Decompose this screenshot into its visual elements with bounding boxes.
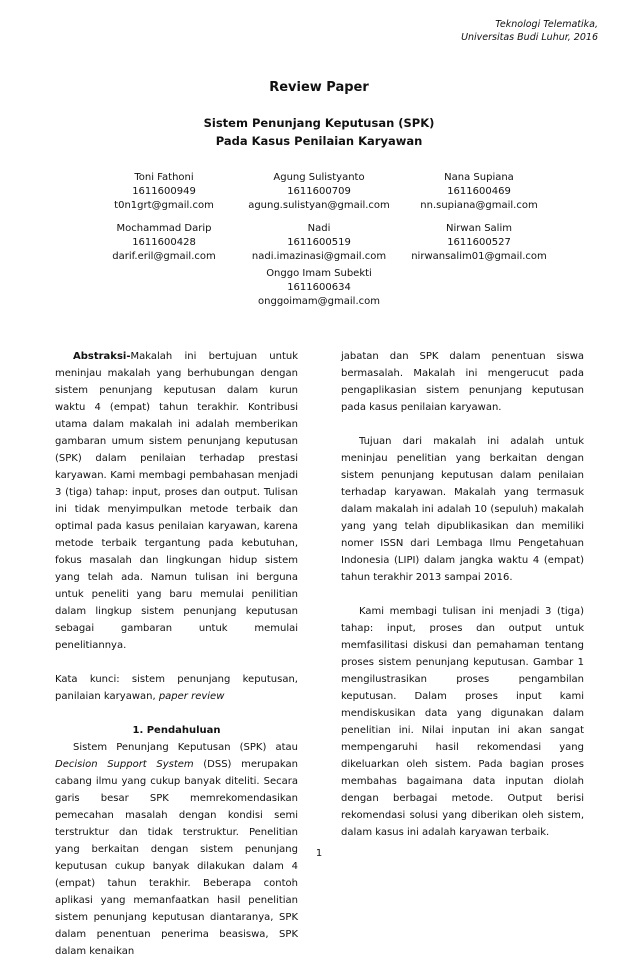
author-id: 1611600519 — [287, 237, 351, 248]
intro-rest: (DSS) merupakan cabang ilmu yang cukup banyak diteliti. Secara garis besar SPK memrekomendasikan pemecahan masalah dengan kondisi semi terstruktur dan tidak terstruktur. Penelitian yang berkaitan dengan sistem penunjang keputusan cukup banyak dilakukan dalam 4 (empat) tahun terakhir. Beberapa contoh aplikasi yang memanfaatkan hasil penelitian sistem penunjang keputusan diantaranya, SPK dalam penentuan penerima beasiswa, SPK dalam kenaikan — [55, 759, 298, 957]
keywords-text: Kata kunci: sistem penunjang keputusan, panilaian karyawan, — [55, 674, 298, 702]
running-header — [461, 18, 598, 44]
left-column — [55, 348, 298, 960]
review-label: Review Paper — [269, 80, 369, 95]
author-name: Mochammad Darip — [116, 223, 212, 234]
author-email: onggoimam@gmail.com — [258, 296, 380, 307]
header-line-1: Teknologi Telematika, — [495, 19, 598, 30]
author-name: Onggo Imam Subekti — [266, 268, 372, 279]
section-heading: 1. Pendahuluan — [132, 725, 221, 736]
author-id: 1611600469 — [447, 186, 511, 197]
paragraph: jabatan dan SPK dalam penentuan siswa bermasalah. Makalah ini mengerucut pada pengaplikasian sistem penunjang keputusan pada kasus penilaian karyawan. — [341, 351, 584, 413]
author-id: 1611600527 — [447, 237, 511, 248]
author-email: darif.eril@gmail.com — [112, 251, 216, 262]
keywords-italic: paper review — [158, 691, 225, 702]
intro-text: Sistem Penunjang Keputusan (SPK) atau — [73, 742, 298, 753]
author-id: 1611600949 — [132, 186, 196, 197]
title-line-1: Sistem Penunjang Keputusan (SPK) — [203, 116, 435, 130]
paragraph: Tujuan dari makalah ini adalah untuk meninjau penelitian yang berkaitan dengan sistem penunjang keputusan dalam penilaian terhadap karyawan. Makalah yang termasuk dalam makalah ini adalah 10 (sepuluh) makalah yang yang telah dipublikasikan dan memiliki nomer ISSN dari Lembaga Ilmu Pengetahuan Indonesia (LIPI) dalam jangka waktu 4 (empat) tahun terakhir 2013 sampai 2016. — [341, 436, 584, 583]
author-email: agung.sulistyan@gmail.com — [248, 200, 390, 211]
author-id: 1611600709 — [287, 186, 351, 197]
author-block — [379, 171, 579, 213]
author-email: t0n1grt@gmail.com — [114, 200, 214, 211]
author-email: nirwansalim01@gmail.com — [411, 251, 547, 262]
abstract-label: Abstraksi- — [73, 351, 131, 362]
paragraph: Kami membagi tulisan ini menjadi 3 (tiga) tahap: input, proses dan output untuk memfasilitasi diskusi dan pemahaman tentang proses sistem penunjang keputusan. Gambar 1 mengilustrasikan proses pengambilan keputusan. Dalam proses input kami mendiskusikan data yang digunakan dalam penelitian ini. Nilai inputan ini akan sangat mempengaruhi hasil rekomendasi yang dikeluarkan oleh sistem. Pada bagian proses membahas bagaimana data inputan diolah dengan berbagai metode. Output berisi rekomendasi solusi yang diberikan oleh sistem, dalam kasus ini adalah karyawan terbaik. — [341, 606, 584, 838]
author-id: 1611600428 — [132, 237, 196, 248]
paper-title — [0, 114, 638, 150]
abstract — [55, 348, 298, 654]
author-block — [219, 267, 419, 309]
author-name: Nadi — [307, 223, 331, 234]
page-number: 1 — [315, 848, 323, 859]
right-column — [341, 348, 584, 841]
author-name: Nirwan Salim — [446, 223, 512, 234]
author-name: Agung Sulistyanto — [273, 172, 365, 183]
header-line-2: Universitas Budi Luhur, 2016 — [461, 32, 598, 43]
author-email: nn.supiana@gmail.com — [420, 200, 538, 211]
author-name: Nana Supiana — [444, 172, 514, 183]
author-id: 1611600634 — [287, 282, 351, 293]
abstract-text: Makalah ini bertujuan untuk meninjau makalah yang berhubungan dengan sistem penunjang keputusan dalam kurun waktu 4 (empat) tahun terakhir. Kontribusi utama dalam makalah ini adalah memberikan gambaran umum sistem penunjang keputusan (SPK) dalam penilaian terhadap prestasi karyawan. Kami membagi pembahasan menjadi 3 (tiga) tahap: input, proses dan output. Tulisan ini tidak menyimpulkan metode terbaik dan optimal pada kasus penilaian karyawan, karena metode terbaik tergantung pada kebutuhan, fokus masalah dan lingkungan hidup sistem yang telah ada. Namun tulisan ini berguna untuk peneliti yang baru memulai penilitian dalam lingkup sistem penunjang keputusan sebagai gambaran untuk memulai penelitiannya. — [55, 351, 298, 651]
intro-term: Decision Support System — [55, 759, 194, 770]
title-line-2: Pada Kasus Penilaian Karyawan — [215, 134, 423, 148]
author-email: nadi.imazinasi@gmail.com — [251, 251, 387, 262]
keywords — [55, 671, 298, 705]
author-name: Toni Fathoni — [134, 172, 194, 183]
author-block — [379, 222, 579, 264]
